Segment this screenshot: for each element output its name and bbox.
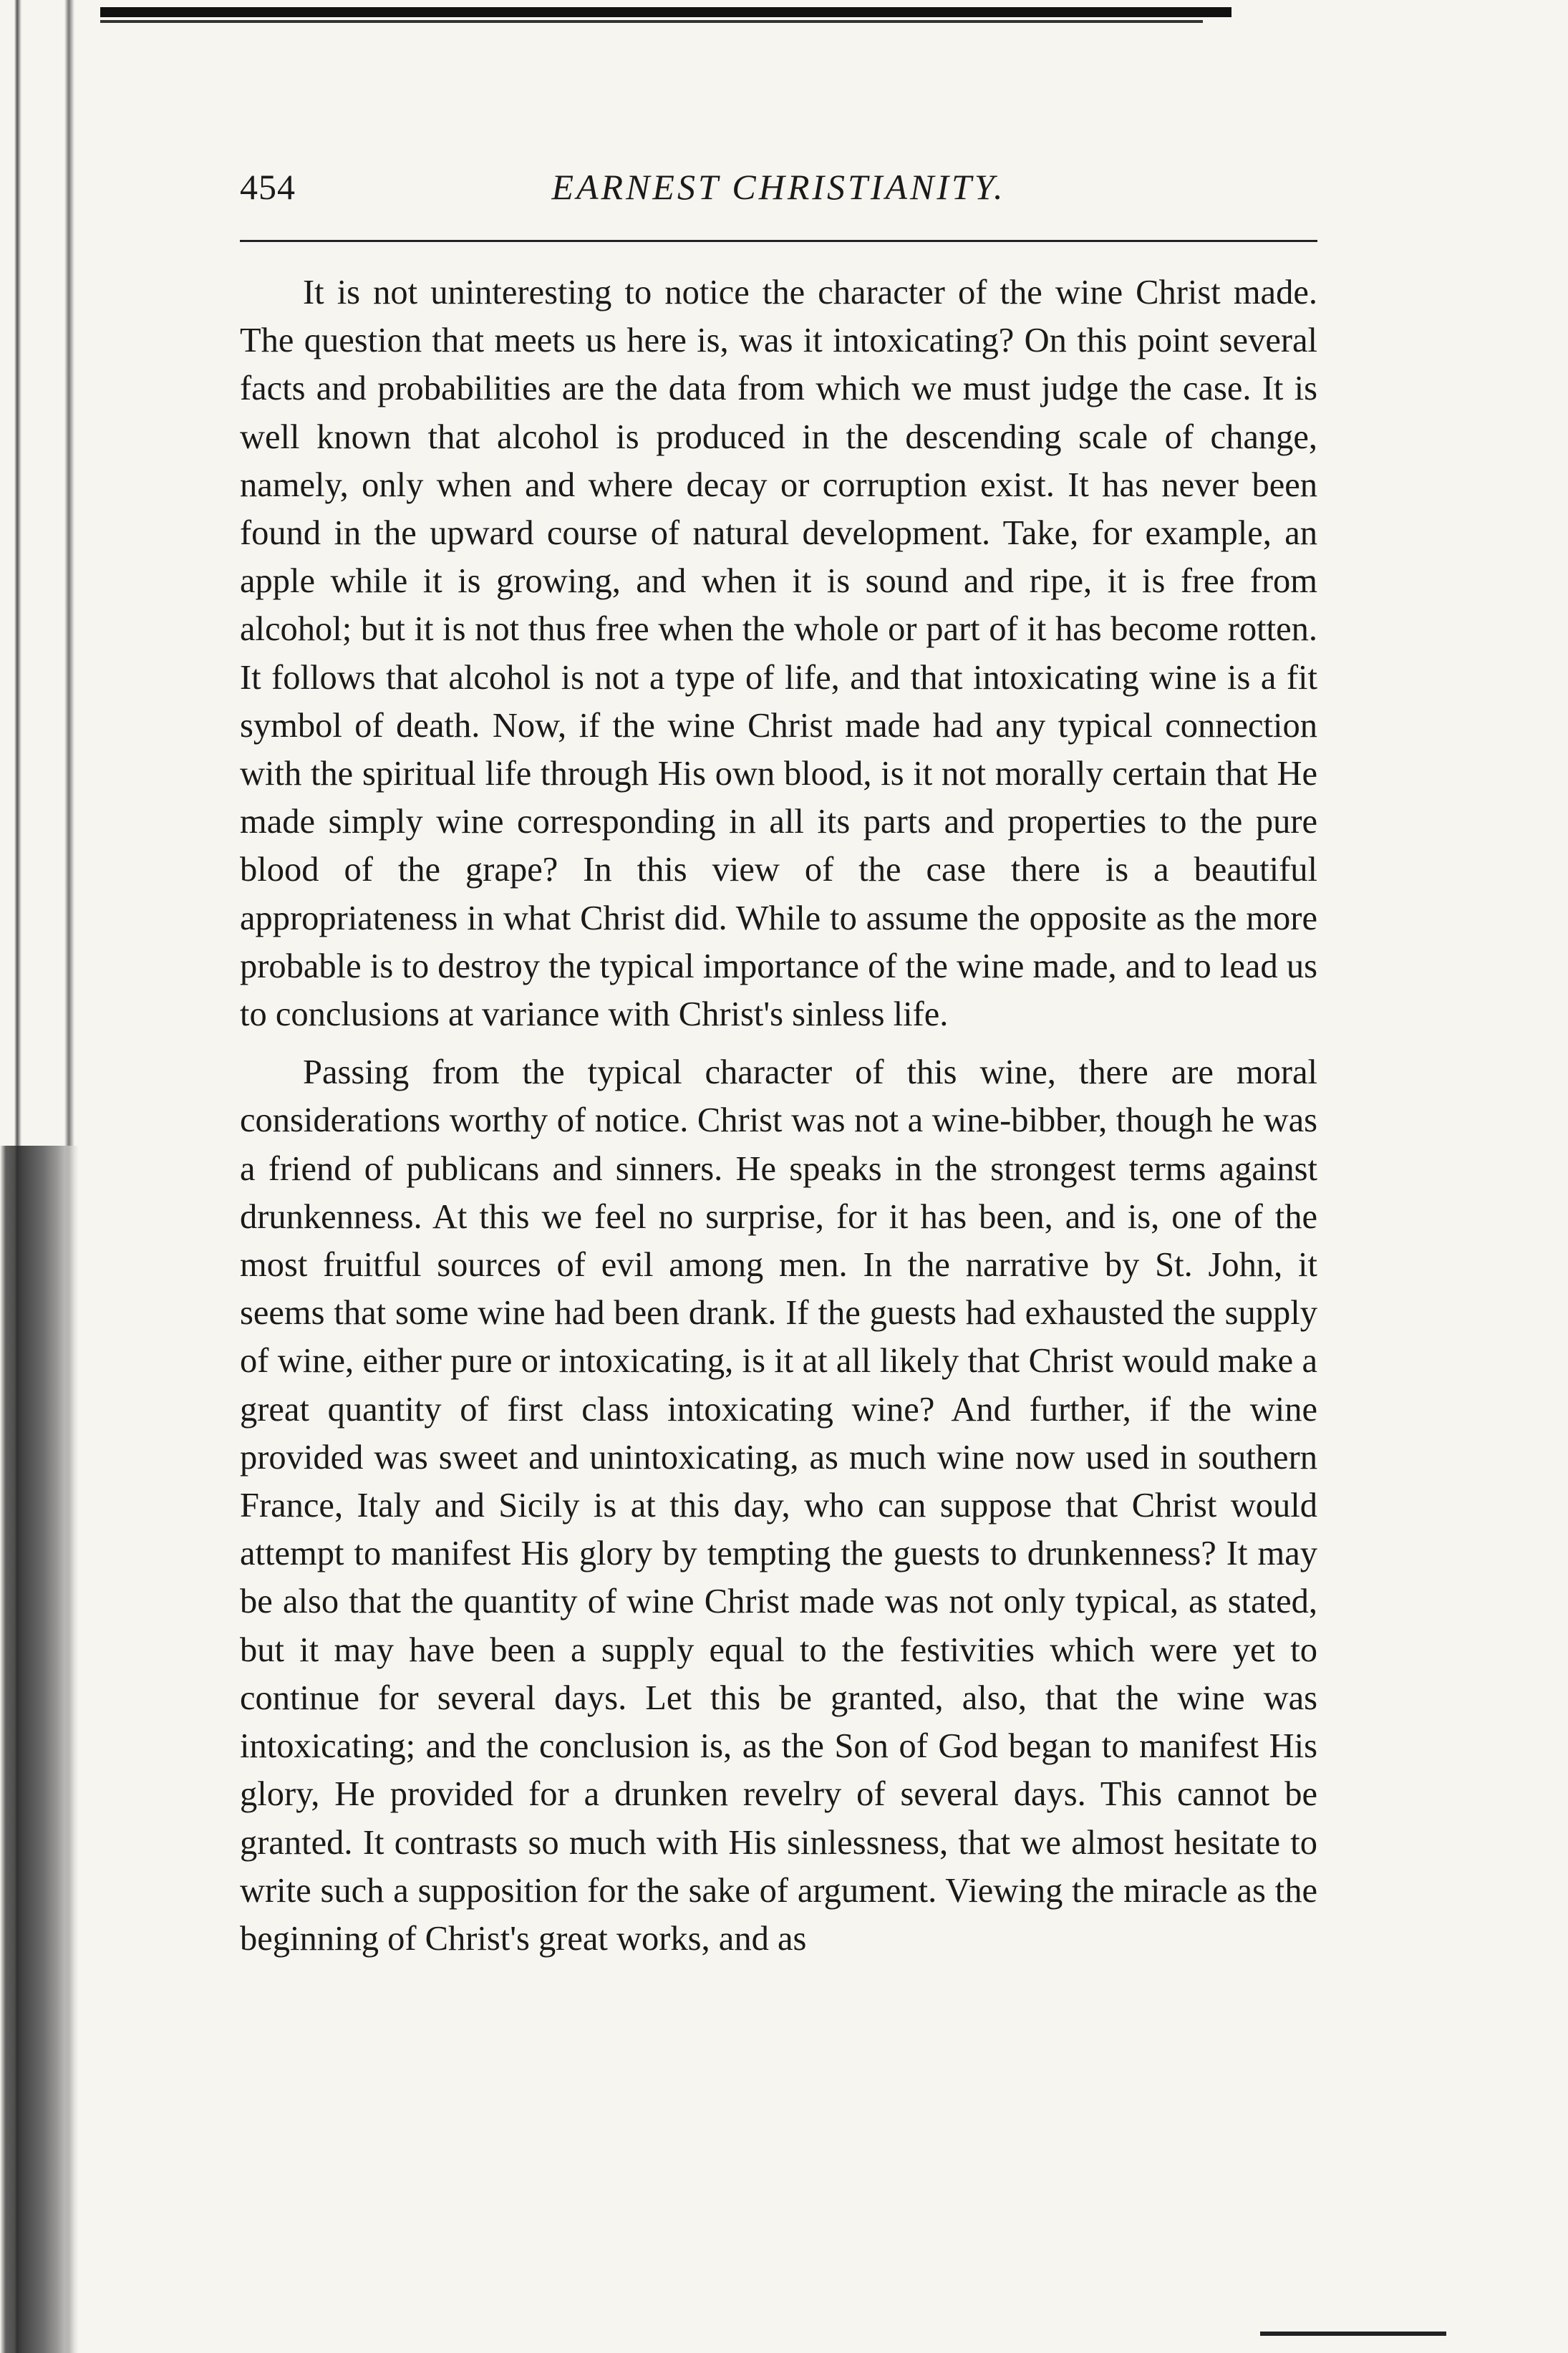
- binding-edge-shadow: [0, 1146, 79, 2353]
- header-rule: [240, 240, 1317, 242]
- running-head: EARNEST CHRISTIANITY.: [551, 167, 1006, 207]
- paragraph-2: Passing from the typical character of this wine, there are moral considerations worthy of notice. Christ was not a wine-bibber, though he was a friend of publicans and sinners. He speaks in the strongest terms against drunkenness. At this we feel no surprise, for it has been, and is, one of the most fruitful sources of evil among men. In the narrative by St. John, it seems that some wine had been drank. If the guests had exhausted the supply of wine, either pure or intoxicating, is it at all likely that Christ would make a great quantity of first class intoxicating wine? And further, if the wine provided was sweet and unintoxicating, as much wine now used in southern France, Italy and Sicily is at this day, who can suppose that Christ would attempt to manifest His glory by tempting the guests to drunkenness? It may be also that the quantity of wine Christ made was not only typical, as stated, but it may have been a supply equal to the festivities which were yet to continue for several days. Let this be granted, also, that the wine was intoxicating; and the conclusion is, as the Son of God began to manifest His glory, He provided for a drunken revelry of several days. This cannot be granted. It contrasts so much with His sinlessness, that we almost hesitate to write such a supposition for the sake of argument. Viewing the miracle as the beginning of Christ's great works, and as: [240, 1053, 1317, 1958]
- page-header: [240, 150, 1317, 229]
- scan-top-edge: [86, 7, 1231, 17]
- bottom-edge-mark: [1260, 2332, 1446, 2336]
- page-number: 454: [240, 167, 296, 207]
- body-text: [240, 269, 1317, 1963]
- paragraph-1: It is not uninteresting to notice the character of the wine Christ made. The question that meets us here is, was it intoxicating? On this point several facts and probabilities are the data from which we must judge the case. It is well known that alcohol is produced in the descending scale of change, namely, only when and where decay or corruption exist. It has never been found in the upward course of natural development. Take, for example, an apple while it is growing, and when it is sound and ripe, it is free from alcohol; but it is not thus free when the whole or part of it has become rotten. It follows that alcohol is not a type of life, and that intoxicating wine is a fit symbol of death. Now, if the wine Christ made had any typical connection with the spiritual life through His own blood, is it not morally certain that He made simply wine corresponding in all its parts and properties to the pure blood of the grape? In this view of the case there is a beautiful appropriateness in what Christ did. While to assume the opposite as the more probable is to destroy the typical importance of the wine made, and to lead us to conclusions at variance with Christ's sinless life.: [240, 274, 1317, 1034]
- scan-top-edge-thin: [86, 20, 1203, 23]
